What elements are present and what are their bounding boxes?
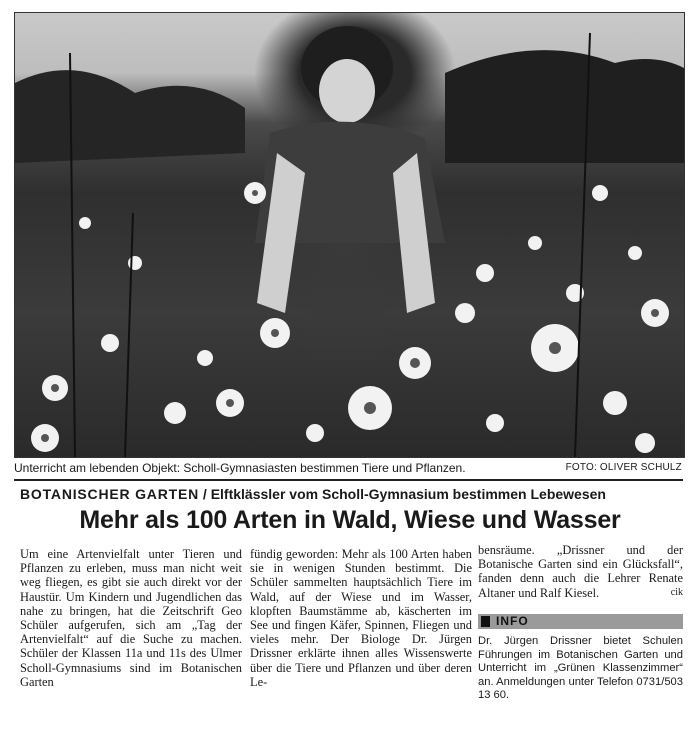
kicker-subline: Elftklässler vom Scholl-Gymnasium bestimmen Lebewesen xyxy=(210,486,606,502)
info-label: INFO xyxy=(496,614,529,628)
meadow-photo-illustration xyxy=(15,13,684,457)
section-name: BOTANISCHER GARTEN xyxy=(20,486,200,502)
headline: Mehr als 100 Arten in Wald, Wiese und Wasser xyxy=(79,506,621,534)
kicker-separator: / xyxy=(199,486,211,502)
info-marker-icon xyxy=(481,616,490,627)
info-box-header xyxy=(478,614,683,629)
photo-caption: Unterricht am lebenden Objekt: Scholl-Gymnasiasten bestimmen Tiere und Pflanzen. xyxy=(14,461,466,475)
body-column-2: fündig geworden: Mehr als 100 Arten haben sie in wenigen Stunden bestimmt. Die Schüler sammelten hauptsächlich Tiere im Wald, auf der Wiese und im Wasser, klopften Baumstämme ab, käscherten im See und fingen Käfer, Spinnen, Fliegen und vieles mehr. Der Biologe Dr. Jürgen Drissner erklärte ihnen alles Wissenswerte über die Tiere und Pflanzen und über deren Le- xyxy=(250,547,472,689)
photo-credit: FOTO: OLIVER SCHULZ xyxy=(565,462,682,473)
kicker xyxy=(20,486,606,502)
section-rule xyxy=(14,479,683,481)
body-column-1: Um eine Artenvielfalt unter Tieren und Pflanzen zu erleben, muss man nicht weit weg fliegen, es gibt sie auch direkt vor der Haustür. Um Kindern und Jugendlichen das nahe zu bringen, hat die Zeitschrift Geo Schüler aufgerufen, sich am „Tag der Artenvielfalt“ auf die Suche zu machen. Schüler der Klassen 11a und 11s des Ulmer Scholl-Gymnasiums sind im Botanischen Garten xyxy=(20,547,242,689)
body-column-3-text: bensräume. „Drissner und der Botanische Garten sind ein Glücksfall“, fanden denn auch die Lehrer Renate Altaner und Ralf Kiesel. xyxy=(478,543,683,600)
body-column-3 xyxy=(478,543,683,600)
author-signature: cik xyxy=(670,586,683,598)
info-box-text: Dr. Jürgen Drissner bietet Schulen Führungen im Botanischen Garten und Unterricht im „Grünen Klassenzimmer“ an. Anmeldungen unter Telefon 0731/503 13 60. xyxy=(478,635,683,702)
article-photo xyxy=(14,12,685,458)
